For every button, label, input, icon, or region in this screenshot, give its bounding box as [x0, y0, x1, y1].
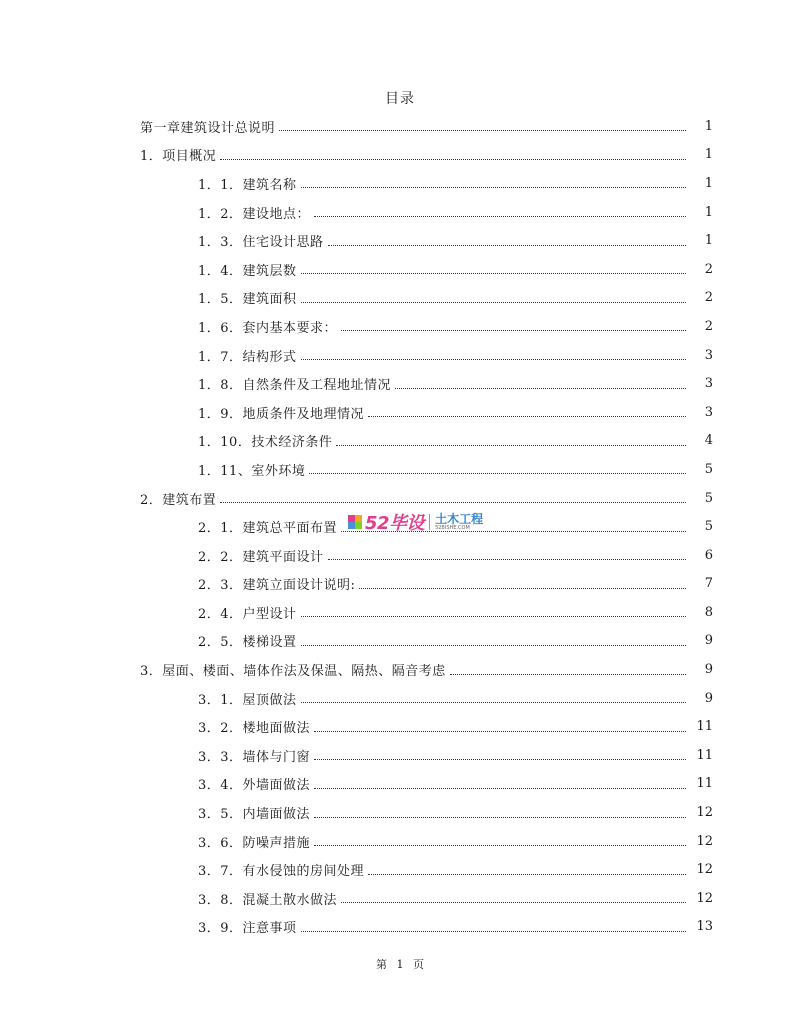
dot-leader [309, 472, 686, 474]
toc-entry-label: 1．8．自然条件及工程地址情况 [198, 378, 392, 394]
dot-leader [368, 415, 686, 417]
toc-entry[interactable] [198, 855, 713, 884]
toc-entry-page: 12 [696, 890, 713, 906]
toc-entry-label: 3．屋面、楼面、墙体作法及保温、隔热、隔音考虑 [140, 664, 446, 680]
dot-leader [314, 844, 686, 846]
toc-entry-label: 3．6．防噪声措施 [198, 835, 311, 851]
toc-entry-label: 2．4．户型设计 [198, 606, 297, 622]
toc-entry[interactable] [198, 284, 713, 313]
toc-entry[interactable] [198, 541, 713, 570]
toc-entry[interactable] [198, 398, 713, 427]
toc-entry[interactable] [198, 169, 713, 198]
toc-entry-label: 1．3．住宅设计思路 [198, 235, 324, 251]
toc-entry[interactable] [140, 484, 713, 513]
toc-entry-page: 2 [704, 290, 713, 306]
toc-entry[interactable] [198, 770, 713, 799]
dot-leader [301, 186, 686, 188]
dot-leader [301, 644, 686, 646]
toc-entry-label: 2．建筑布置 [140, 492, 217, 508]
toc-entry-page: 3 [704, 347, 713, 363]
page-footer: 第 1 页 [376, 958, 424, 971]
toc-entry-label: 1．5．建筑面积 [198, 292, 297, 308]
toc-entry-label: 3．1．屋顶做法 [198, 692, 297, 708]
toc-entry-page: 1 [704, 233, 713, 249]
toc-entry-page: 13 [696, 919, 713, 935]
toc-entry[interactable] [198, 226, 713, 255]
toc-entry[interactable] [198, 341, 713, 370]
toc-entry[interactable] [198, 741, 713, 770]
dot-leader [301, 615, 686, 617]
toc-entry-label: 1．7．结构形式 [198, 349, 297, 365]
dot-leader [328, 558, 686, 560]
toc-entry[interactable] [198, 627, 713, 656]
toc-entry-page: 5 [704, 490, 713, 506]
toc-entry-label: 第一章建筑设计总说明 [140, 120, 276, 136]
toc-entry-page: 12 [696, 862, 713, 878]
toc-entry-label: 1．9．地质条件及地理情况 [198, 406, 365, 422]
dot-leader [314, 787, 686, 789]
toc-entry-page: 5 [704, 461, 713, 477]
toc-title: 目录 [385, 91, 415, 107]
toc-entry-label: 3．5．内墙面做法 [198, 807, 311, 823]
toc-entry[interactable] [198, 255, 713, 284]
toc-entry[interactable] [198, 427, 713, 456]
toc-entry[interactable] [198, 570, 713, 599]
toc-entry-page: 3 [704, 376, 713, 392]
toc-entry-page: 1 [704, 175, 713, 191]
toc-entry[interactable] [198, 712, 713, 741]
watermark-brand: 52毕设 [365, 513, 425, 534]
dot-leader [336, 444, 686, 446]
toc-entry[interactable] [198, 913, 713, 942]
toc-entry[interactable] [198, 369, 713, 398]
toc-entry[interactable] [198, 884, 713, 913]
toc-entry-page: 11 [696, 776, 713, 792]
toc-entry-page: 4 [704, 433, 713, 449]
toc-entry-label: 1．6．套内基本要求： [198, 320, 338, 336]
toc-entry-page: 1 [704, 204, 713, 220]
toc-entry[interactable] [198, 198, 713, 227]
toc-entry[interactable] [198, 312, 713, 341]
toc-entry-label: 2．2．建筑平面设计 [198, 549, 324, 565]
dot-leader [314, 215, 686, 217]
toc-entry-page: 2 [704, 318, 713, 334]
toc-entry-label: 2．5．楼梯设置 [198, 635, 297, 651]
toc-entry[interactable] [198, 827, 713, 856]
toc-entry[interactable] [140, 141, 713, 170]
toc-entry-page: 5 [704, 519, 713, 535]
toc-entry-page: 8 [704, 604, 713, 620]
dot-leader [341, 530, 686, 532]
toc-entry-label: 1．10．技术经济条件 [198, 435, 333, 451]
dot-leader [341, 901, 686, 903]
dot-leader [314, 730, 686, 732]
toc-entry-page: 11 [696, 747, 713, 763]
toc-entry-page: 3 [704, 404, 713, 420]
toc-entry[interactable] [198, 684, 713, 713]
toc-entry-label: 1．4．建筑层数 [198, 263, 297, 279]
dot-leader [301, 930, 686, 932]
toc-entry-label: 3．8．混凝土散水做法 [198, 892, 338, 908]
toc-entry-label: 3．9．注意事项 [198, 921, 297, 937]
toc-entry-label: 2．3．建筑立面设计说明: [198, 578, 356, 594]
dot-leader [301, 301, 686, 303]
toc-entry[interactable] [198, 455, 713, 484]
toc-entry-label: 1．11、室外环境 [198, 463, 306, 479]
toc-entry-page: 9 [704, 662, 713, 678]
toc-entry-label: 3．2．楼地面做法 [198, 721, 311, 737]
toc-entry[interactable] [140, 112, 713, 141]
dot-leader [359, 587, 686, 589]
dot-leader [341, 329, 686, 331]
toc-entry-label: 2．1．建筑总平面布置 [198, 521, 338, 537]
dot-leader [301, 701, 686, 703]
toc-entry[interactable] [198, 512, 713, 541]
toc-entry-label: 1．1．建筑名称 [198, 177, 297, 193]
dot-leader [301, 358, 686, 360]
toc-entry-label: 3．4．外墙面做法 [198, 778, 311, 794]
dot-leader [301, 272, 686, 274]
toc-list [0, 112, 800, 941]
dot-leader [368, 873, 686, 875]
toc-entry-label: 1．项目概况 [140, 149, 217, 165]
dot-leader [220, 158, 686, 160]
toc-entry-page: 1 [704, 147, 713, 163]
dot-leader [279, 129, 686, 131]
dot-leader [395, 387, 686, 389]
toc-entry-page: 6 [704, 547, 713, 563]
toc-entry-label: 3．7．有水侵蚀的房间处理 [198, 864, 365, 880]
toc-entry-page: 2 [704, 261, 713, 277]
toc-entry-page: 9 [704, 633, 713, 649]
toc-entry-page: 11 [696, 719, 713, 735]
watermark-url: 52BISHE.COM [435, 525, 470, 531]
toc-entry[interactable] [198, 798, 713, 827]
toc-entry[interactable] [198, 598, 713, 627]
toc-entry-page: 12 [696, 833, 713, 849]
toc-entry-label: 3．3．墙体与门窗 [198, 749, 311, 765]
dot-leader [220, 501, 686, 503]
dot-leader [450, 673, 686, 675]
toc-entry-page: 1 [704, 118, 713, 134]
dot-leader [328, 244, 686, 246]
watermark-site: 土木工程 [435, 512, 484, 526]
toc-entry-page: 12 [696, 805, 713, 821]
toc-entry-page: 9 [704, 690, 713, 706]
dot-leader [314, 758, 686, 760]
toc-entry-page: 7 [704, 576, 713, 592]
toc-entry-label: 1．2．建设地点： [198, 206, 311, 222]
dot-leader [314, 816, 686, 818]
toc-entry[interactable] [140, 655, 713, 684]
